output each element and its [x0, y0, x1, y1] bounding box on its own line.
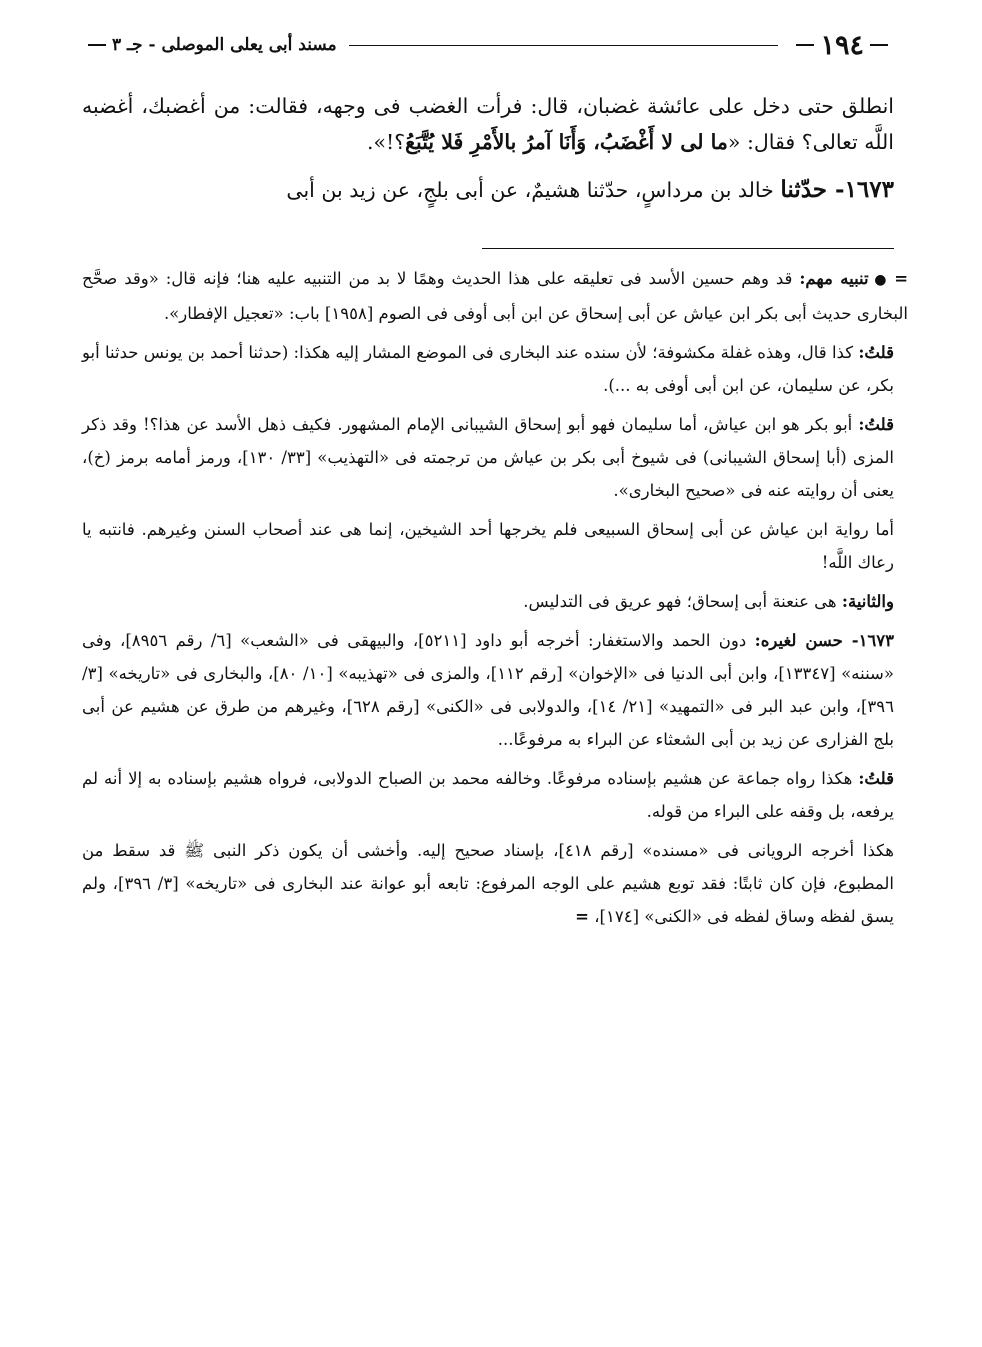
qultu-3-text: هكذا رواه جماعة عن هشيم بإسناده مرفوعًا. وخالفه محمد بن الصباح الدولابى، فرواه هشيم بإسناده به إلا أنه لم يرفعه، بل وقفه على البراء من قوله. [82, 769, 894, 821]
bullet-icon: ● [872, 272, 889, 288]
qultu-label: قلتُ: [858, 769, 894, 788]
last-paragraph-text: هكذا أخرجه الرويانى فى «مسنده» [رقم ٤١٨]، بإسناد صحيح إليه. وأخشى أن يكون ذكر النبى ﷺ قد سقط من المطبوع، فإن كان ثابتًا: فقد توبع هشيم على الوجه المرفوع: تابعه أبو عوانة عند البخارى فى «تاريخه» [٣/ ٣٩٦]، ولم يسق لفظه وساق لفظه فى «الكنى» [١٧٤]، [82, 841, 895, 926]
footnote-1673 [82, 624, 894, 756]
footnote-1673-text: دون الحمد والاستغفار: أخرجه أبو داود [٥٢١١]، والبيهقى فى «الشعب» [٦/ رقم ٨٩٥٦]، وفى «سننه» [١٣٣٤٧]، وابن أبى الدنيا فى «الإخوان» [رقم ١١٢]، والمزى فى «تهذيبه» [١٠/ ٨٠]، والبخارى فى «تاريخه» [٣/ ٣٩٦]، وابن عبد البر فى «التمهيد» [٢١/ ١٤]، والدولابى فى «الكنى» [رقم ٦٢٨]، وغيرهم من طرق عن هشيم عن أبى بلج الفزارى عن زيد بن أبى الشعثاء عن البراء به مرفوعًا... [82, 631, 894, 749]
main-paragraph-1-end: ؟!». [366, 130, 406, 154]
thaniya-text: هى عنعنة أبى إسحاق؛ فهو عريق فى التدليس. [523, 592, 842, 611]
header-rule [349, 45, 779, 46]
qultu-label: قلتُ: [858, 343, 894, 362]
continuation-marker: = [894, 269, 909, 288]
footnote-last [82, 834, 894, 933]
qultu-2-text: أبو بكر هو ابن عياش، أما سليمان فهو أبو إسحاق الشيبانى الإمام المشهور. فكيف ذهل الأسد عن هذا؟! وقد ذكر المزى (أبا إسحاق الشيبانى) فى شيوخ أبى بكر بن عياش من ترجمته فى «التهذيب» [٣٣/ ١٣٠]، ورمز أمامه برمز (خ)، يعنى أن روايته عنه فى «صحيح البخارى». [82, 415, 895, 500]
qultu-label: قلتُ: [858, 415, 894, 434]
main-text [82, 88, 894, 220]
hadith-text: خالد بن مرداسٍ، حدّثنا هشيمٌ، عن أبى بلجٍ، عن زيد بن أبى [286, 178, 781, 202]
tanbih-label: تنبيه مهم: [799, 269, 869, 288]
page-number: ١٩٤ [820, 29, 864, 61]
footnote-separator [482, 248, 894, 249]
hadith-number: ١٦٧٣- حدّثنا [780, 176, 894, 203]
header-dash-left [88, 44, 106, 46]
main-paragraph-1-text: انطلق حتى دخل على عائشة غضبان، قال: فرأت الغضب فى وجهه، فقالت: من أغضبك، أغضبه اللَّه تعالى؟ فقال: « [82, 94, 894, 154]
page [82, 0, 909, 1347]
thaniya-label: والثانية: [841, 592, 894, 611]
footnote-qultu-1 [82, 336, 894, 402]
footnote-thaniya [82, 585, 894, 618]
footnote-1673-label: ١٦٧٣- حسن لغيره: [754, 631, 895, 650]
main-paragraph-1 [82, 88, 894, 160]
prophet-quote: ما لى لا أَغْضَبُ، وَأَنَا آمرُ بالأَمْرِ فَلا يُتَّبَعُ [405, 130, 728, 154]
header-dash-mid [796, 44, 814, 46]
book-title: مسند أبى يعلى الموصلى - جـ ٣ [112, 35, 337, 55]
footnote-tanbih [82, 262, 908, 330]
qultu-1-text: كذا قال، وهذه غفلة مكشوفة؛ لأن سنده عند البخارى فى الموضع المشار إليه هكذا: (حدثنا أحمد بن يونس حدثنا أبو بكر، عن سليمان، عن ابن أبى أوفى به ...). [82, 343, 894, 395]
footnotes [82, 262, 909, 939]
hadith-1673 [82, 172, 894, 208]
footnote-qultu-3 [82, 762, 894, 828]
continuation-end-marker: = [575, 907, 589, 926]
header-dash-right [870, 44, 888, 46]
footnote-riwaya: أما رواية ابن عياش عن أبى إسحاق السبيعى فلم يخرجها أحد الشيخين، إنما هى عند أصحاب السنن وغيرهم. فانتبه يا رعاك اللَّه! [82, 520, 894, 572]
footnote-qultu-2 [82, 408, 894, 507]
running-header [82, 30, 894, 60]
tanbih-text: قد وهم حسين الأسد فى تعليقه على هذا الحديث وهمًا لا بد من التنبيه عليه هنا؛ فإنه قال: «وقد صحَّح البخارى حديث أبى بكر ابن عياش عن أبى إسحاق عن ابن أبى أوفى فى الصوم [١٩٥٨] باب: «تعجيل الإفطار». [82, 269, 908, 323]
